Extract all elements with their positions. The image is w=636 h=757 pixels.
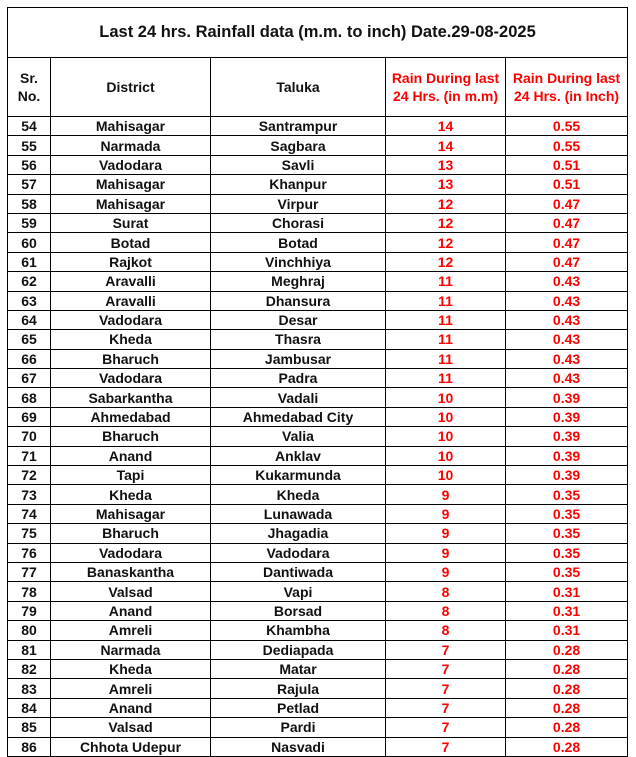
cell-taluka: Santrampur — [211, 117, 386, 136]
cell-rain-mm: 10 — [386, 446, 506, 465]
cell-rain-inch: 0.35 — [506, 562, 628, 581]
cell-rain-mm: 11 — [386, 330, 506, 349]
cell-district: Bharuch — [51, 524, 211, 543]
table-row — [8, 175, 628, 194]
table-row — [8, 659, 628, 678]
cell-sr-no: 76 — [8, 543, 51, 562]
cell-sr-no: 62 — [8, 272, 51, 291]
cell-rain-inch: 0.43 — [506, 310, 628, 329]
cell-rain-mm: 12 — [386, 252, 506, 271]
table-row — [8, 252, 628, 271]
cell-sr-no: 82 — [8, 659, 51, 678]
cell-rain-mm: 9 — [386, 543, 506, 562]
cell-district: Anand — [51, 601, 211, 620]
cell-district: Vadodara — [51, 310, 211, 329]
cell-rain-mm: 13 — [386, 175, 506, 194]
table-row — [8, 466, 628, 485]
cell-district: Kheda — [51, 330, 211, 349]
table-row — [8, 155, 628, 174]
cell-sr-no: 86 — [8, 737, 51, 756]
cell-district: Vadodara — [51, 369, 211, 388]
cell-taluka: Jambusar — [211, 349, 386, 368]
header-rain-inch: Rain During last 24 Hrs. (in Inch) — [506, 58, 628, 117]
table-row — [8, 117, 628, 136]
cell-taluka: Virpur — [211, 194, 386, 213]
cell-district: Aravalli — [51, 291, 211, 310]
cell-rain-inch: 0.39 — [506, 446, 628, 465]
cell-rain-mm: 7 — [386, 679, 506, 698]
cell-rain-inch: 0.35 — [506, 504, 628, 523]
cell-rain-inch: 0.47 — [506, 252, 628, 271]
cell-rain-inch: 0.43 — [506, 349, 628, 368]
table-row — [8, 543, 628, 562]
cell-rain-inch: 0.35 — [506, 524, 628, 543]
cell-district: Ahmedabad — [51, 407, 211, 426]
cell-taluka: Valia — [211, 427, 386, 446]
cell-taluka: Vapi — [211, 582, 386, 601]
cell-rain-mm: 14 — [386, 117, 506, 136]
cell-rain-inch: 0.43 — [506, 330, 628, 349]
cell-sr-no: 75 — [8, 524, 51, 543]
cell-district: Kheda — [51, 485, 211, 504]
cell-rain-mm: 13 — [386, 155, 506, 174]
cell-rain-inch: 0.47 — [506, 213, 628, 232]
cell-taluka: Vadali — [211, 388, 386, 407]
cell-sr-no: 55 — [8, 136, 51, 155]
cell-rain-mm: 8 — [386, 621, 506, 640]
cell-district: Mahisagar — [51, 117, 211, 136]
cell-district: Chhota Udepur — [51, 737, 211, 756]
cell-rain-mm: 8 — [386, 582, 506, 601]
table-row — [8, 601, 628, 620]
cell-rain-inch: 0.31 — [506, 621, 628, 640]
cell-district: Tapi — [51, 466, 211, 485]
cell-taluka: Ahmedabad City — [211, 407, 386, 426]
cell-rain-inch: 0.28 — [506, 737, 628, 756]
cell-district: Banaskantha — [51, 562, 211, 581]
table-row — [8, 504, 628, 523]
cell-taluka: Dhansura — [211, 291, 386, 310]
cell-taluka: Borsad — [211, 601, 386, 620]
table-title: Last 24 hrs. Rainfall data (m.m. to inch) Date.29-08-2025 — [8, 8, 628, 58]
cell-taluka: Dediapada — [211, 640, 386, 659]
cell-sr-no: 84 — [8, 698, 51, 717]
cell-rain-mm: 7 — [386, 640, 506, 659]
cell-sr-no: 58 — [8, 194, 51, 213]
cell-taluka: Anklav — [211, 446, 386, 465]
table-row — [8, 291, 628, 310]
cell-sr-no: 61 — [8, 252, 51, 271]
cell-sr-no: 70 — [8, 427, 51, 446]
cell-rain-inch: 0.55 — [506, 117, 628, 136]
table-row — [8, 640, 628, 659]
cell-district: Valsad — [51, 718, 211, 737]
cell-rain-inch: 0.28 — [506, 640, 628, 659]
cell-sr-no: 74 — [8, 504, 51, 523]
cell-taluka: Meghraj — [211, 272, 386, 291]
table-row — [8, 388, 628, 407]
cell-rain-inch: 0.39 — [506, 407, 628, 426]
cell-rain-mm: 9 — [386, 504, 506, 523]
cell-taluka: Vadodara — [211, 543, 386, 562]
cell-district: Surat — [51, 213, 211, 232]
table-row — [8, 194, 628, 213]
cell-district: Valsad — [51, 582, 211, 601]
cell-district: Amreli — [51, 679, 211, 698]
cell-rain-mm: 12 — [386, 233, 506, 252]
cell-rain-mm: 7 — [386, 718, 506, 737]
cell-rain-inch: 0.47 — [506, 233, 628, 252]
cell-district: Anand — [51, 698, 211, 717]
cell-sr-no: 83 — [8, 679, 51, 698]
cell-rain-mm: 11 — [386, 310, 506, 329]
cell-rain-inch: 0.35 — [506, 485, 628, 504]
cell-sr-no: 57 — [8, 175, 51, 194]
table-row — [8, 582, 628, 601]
table-row — [8, 737, 628, 756]
cell-taluka: Jhagadia — [211, 524, 386, 543]
cell-taluka: Botad — [211, 233, 386, 252]
cell-taluka: Khambha — [211, 621, 386, 640]
table-row — [8, 718, 628, 737]
cell-sr-no: 71 — [8, 446, 51, 465]
cell-sr-no: 85 — [8, 718, 51, 737]
cell-rain-mm: 12 — [386, 194, 506, 213]
cell-rain-inch: 0.28 — [506, 698, 628, 717]
table-row — [8, 136, 628, 155]
cell-district: Narmada — [51, 640, 211, 659]
header-sr-no: Sr. No. — [8, 58, 51, 117]
cell-rain-mm: 10 — [386, 407, 506, 426]
table-row — [8, 562, 628, 581]
cell-taluka: Nasvadi — [211, 737, 386, 756]
cell-rain-inch: 0.28 — [506, 718, 628, 737]
cell-sr-no: 59 — [8, 213, 51, 232]
cell-taluka: Rajula — [211, 679, 386, 698]
cell-rain-mm: 7 — [386, 698, 506, 717]
cell-district: Vadodara — [51, 543, 211, 562]
cell-rain-mm: 10 — [386, 388, 506, 407]
cell-sr-no: 69 — [8, 407, 51, 426]
cell-rain-inch: 0.43 — [506, 369, 628, 388]
header-district: District — [51, 58, 211, 117]
cell-sr-no: 63 — [8, 291, 51, 310]
cell-rain-mm: 9 — [386, 562, 506, 581]
cell-rain-inch: 0.55 — [506, 136, 628, 155]
cell-rain-inch: 0.39 — [506, 466, 628, 485]
cell-rain-inch: 0.51 — [506, 155, 628, 174]
cell-taluka: Petlad — [211, 698, 386, 717]
cell-taluka: Kukarmunda — [211, 466, 386, 485]
header-taluka: Taluka — [211, 58, 386, 117]
table-row — [8, 272, 628, 291]
cell-sr-no: 77 — [8, 562, 51, 581]
cell-sr-no: 72 — [8, 466, 51, 485]
cell-rain-mm: 11 — [386, 349, 506, 368]
cell-taluka: Chorasi — [211, 213, 386, 232]
cell-rain-inch: 0.35 — [506, 543, 628, 562]
cell-rain-mm: 11 — [386, 369, 506, 388]
cell-rain-inch: 0.39 — [506, 388, 628, 407]
cell-district: Rajkot — [51, 252, 211, 271]
cell-rain-inch: 0.51 — [506, 175, 628, 194]
cell-district: Amreli — [51, 621, 211, 640]
cell-district: Narmada — [51, 136, 211, 155]
table-row — [8, 213, 628, 232]
cell-taluka: Vinchhiya — [211, 252, 386, 271]
header-rain-mm: Rain During last 24 Hrs. (in m.m) — [386, 58, 506, 117]
cell-taluka: Dantiwada — [211, 562, 386, 581]
cell-sr-no: 65 — [8, 330, 51, 349]
cell-district: Kheda — [51, 659, 211, 678]
cell-rain-inch: 0.31 — [506, 601, 628, 620]
cell-taluka: Kheda — [211, 485, 386, 504]
cell-rain-mm: 7 — [386, 737, 506, 756]
cell-taluka: Padra — [211, 369, 386, 388]
cell-rain-mm: 9 — [386, 524, 506, 543]
cell-rain-mm: 11 — [386, 291, 506, 310]
cell-rain-mm: 7 — [386, 659, 506, 678]
cell-sr-no: 64 — [8, 310, 51, 329]
cell-taluka: Thasra — [211, 330, 386, 349]
cell-sr-no: 81 — [8, 640, 51, 659]
cell-rain-mm: 9 — [386, 485, 506, 504]
cell-district: Mahisagar — [51, 504, 211, 523]
table-row — [8, 485, 628, 504]
cell-district: Bharuch — [51, 427, 211, 446]
cell-sr-no: 78 — [8, 582, 51, 601]
table-row — [8, 427, 628, 446]
table-row — [8, 621, 628, 640]
cell-taluka: Khanpur — [211, 175, 386, 194]
cell-sr-no: 80 — [8, 621, 51, 640]
cell-district: Mahisagar — [51, 194, 211, 213]
table-row — [8, 407, 628, 426]
cell-taluka: Lunawada — [211, 504, 386, 523]
cell-taluka: Desar — [211, 310, 386, 329]
table-row — [8, 369, 628, 388]
cell-rain-mm: 10 — [386, 466, 506, 485]
table-row — [8, 698, 628, 717]
cell-district: Mahisagar — [51, 175, 211, 194]
cell-sr-no: 60 — [8, 233, 51, 252]
table-row — [8, 524, 628, 543]
table-row — [8, 330, 628, 349]
cell-sr-no: 73 — [8, 485, 51, 504]
cell-rain-inch: 0.28 — [506, 659, 628, 678]
cell-taluka: Matar — [211, 659, 386, 678]
table-row — [8, 679, 628, 698]
cell-rain-inch: 0.43 — [506, 272, 628, 291]
rainfall-document — [7, 7, 627, 757]
cell-sr-no: 66 — [8, 349, 51, 368]
cell-district: Bharuch — [51, 349, 211, 368]
cell-sr-no: 56 — [8, 155, 51, 174]
cell-rain-inch: 0.28 — [506, 679, 628, 698]
cell-taluka: Sagbara — [211, 136, 386, 155]
table-row — [8, 446, 628, 465]
table-row — [8, 233, 628, 252]
cell-district: Aravalli — [51, 272, 211, 291]
cell-sr-no: 54 — [8, 117, 51, 136]
cell-rain-mm: 10 — [386, 427, 506, 446]
rainfall-table — [7, 7, 628, 757]
table-row — [8, 349, 628, 368]
cell-district: Sabarkantha — [51, 388, 211, 407]
table-row — [8, 310, 628, 329]
cell-rain-inch: 0.43 — [506, 291, 628, 310]
table-body — [8, 117, 628, 757]
cell-taluka: Savli — [211, 155, 386, 174]
cell-rain-inch: 0.31 — [506, 582, 628, 601]
cell-rain-mm: 11 — [386, 272, 506, 291]
cell-sr-no: 79 — [8, 601, 51, 620]
cell-taluka: Pardi — [211, 718, 386, 737]
cell-rain-inch: 0.39 — [506, 427, 628, 446]
cell-district: Vadodara — [51, 155, 211, 174]
header-row — [8, 58, 628, 117]
cell-district: Anand — [51, 446, 211, 465]
cell-rain-mm: 8 — [386, 601, 506, 620]
cell-rain-mm: 12 — [386, 213, 506, 232]
cell-district: Botad — [51, 233, 211, 252]
cell-rain-mm: 14 — [386, 136, 506, 155]
cell-rain-inch: 0.47 — [506, 194, 628, 213]
cell-sr-no: 68 — [8, 388, 51, 407]
cell-sr-no: 67 — [8, 369, 51, 388]
